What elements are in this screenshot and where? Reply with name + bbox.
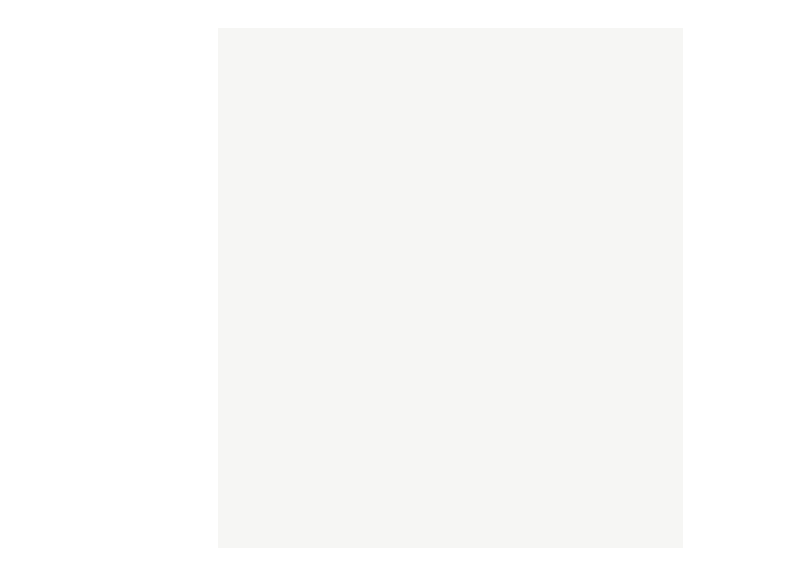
text-line (464, 63, 662, 76)
text-line (244, 139, 442, 152)
text-line (464, 51, 662, 64)
text-line (244, 76, 442, 89)
text-line (244, 38, 442, 51)
text-line (256, 431, 664, 444)
text-line (464, 101, 662, 114)
text-line (244, 51, 442, 64)
text-line (256, 406, 664, 419)
text-line (256, 323, 664, 336)
text-line (244, 227, 442, 240)
text-line (256, 393, 664, 406)
text-line (256, 519, 664, 532)
text-line (256, 544, 664, 557)
text-line (464, 189, 662, 202)
text-line (256, 532, 664, 545)
text-line (464, 88, 662, 101)
text-line (244, 151, 442, 164)
question-17-block (244, 298, 664, 361)
left-column (244, 38, 442, 290)
text-line (244, 252, 442, 265)
question-18-answer (244, 381, 664, 557)
text-line (256, 481, 664, 494)
text-line (256, 507, 664, 520)
text-line (256, 381, 664, 394)
text-line (244, 177, 442, 190)
text-line (464, 151, 662, 164)
text-line (464, 177, 662, 190)
question-18-heading (244, 368, 664, 381)
text-line (464, 277, 662, 290)
answer-key-page (218, 28, 683, 548)
text-line (256, 418, 664, 431)
text-line (256, 494, 664, 507)
text-line (244, 126, 442, 139)
right-column (464, 38, 662, 290)
question-18-block (244, 368, 664, 557)
text-line (256, 348, 664, 361)
text-line (244, 277, 442, 290)
text-line (256, 444, 664, 457)
text-line (464, 164, 662, 177)
text-line (464, 126, 662, 139)
text-line (244, 214, 442, 227)
text-line (464, 240, 662, 253)
question-17-heading (244, 298, 664, 311)
text-line (464, 114, 662, 127)
text-line (256, 336, 664, 349)
text-line (244, 189, 442, 202)
text-line (244, 101, 442, 114)
text-line (256, 469, 664, 482)
text-line (244, 265, 442, 278)
text-line (464, 252, 662, 265)
text-line (256, 456, 664, 469)
text-line (464, 214, 662, 227)
text-line (244, 202, 442, 215)
text-line (464, 265, 662, 278)
text-line (244, 164, 442, 177)
text-line (244, 63, 442, 76)
text-line (464, 202, 662, 215)
text-line (464, 227, 662, 240)
text-line (244, 240, 442, 253)
text-line (244, 114, 442, 127)
two-column-section (244, 38, 664, 308)
text-line (464, 76, 662, 89)
text-line (256, 311, 664, 324)
text-line (244, 88, 442, 101)
question-17-answer (244, 311, 664, 361)
text-line (464, 139, 662, 152)
text-line (464, 38, 662, 51)
